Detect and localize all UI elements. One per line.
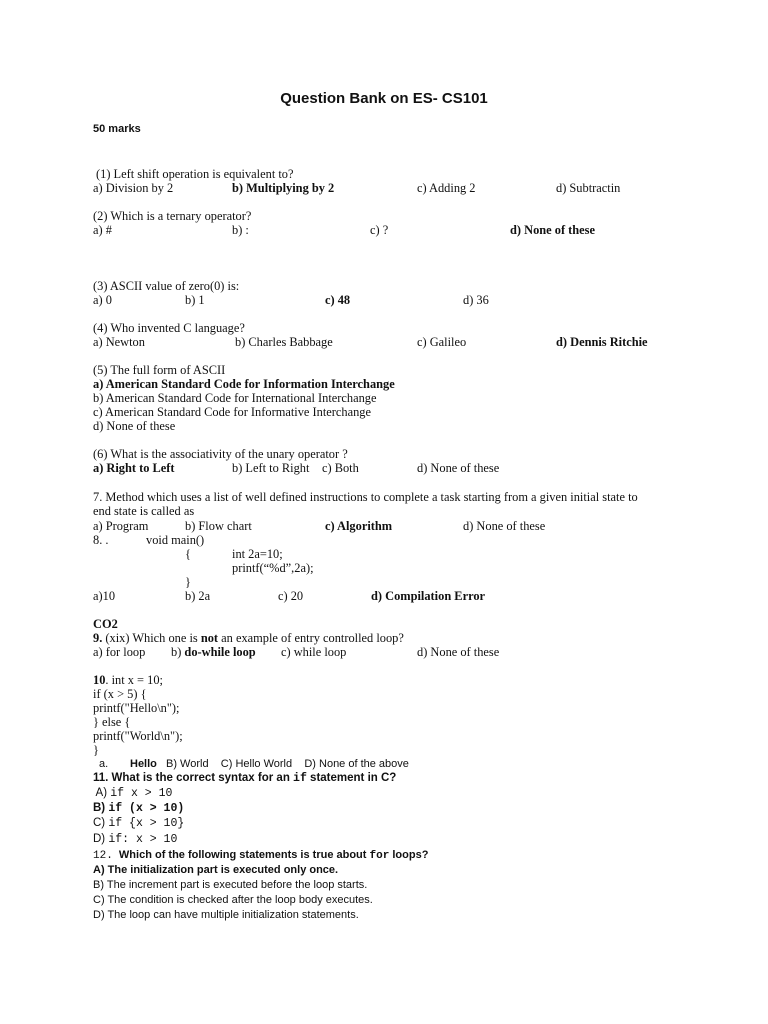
question-5-stem: (5) The full form of ASCII [93, 363, 226, 377]
question-7-option-a: a) Program [93, 519, 149, 533]
question-9-option-b-prefix: b) [171, 645, 182, 659]
question-9-stem-post: an example of entry controlled loop? [218, 631, 404, 645]
question-8-code-line-2: int 2a=10; [232, 547, 283, 561]
question-11-option-c-label: C) [93, 817, 109, 829]
question-11-stem-keyword: if [293, 772, 307, 785]
question-11-option-a-code: if x > 10 [110, 787, 173, 800]
question-2-option-b: b) : [232, 223, 249, 237]
question-10-code-line-2: if (x > 5) { [93, 687, 147, 701]
question-3-option-a: a) 0 [93, 293, 112, 307]
question-12-option-b: B) The increment part is executed before the loop starts. [93, 879, 368, 891]
question-5-option-d: d) None of these [93, 419, 176, 433]
question-10-code-line-6: } [93, 743, 99, 757]
question-9-stem [93, 631, 404, 645]
question-1-option-a: a) Division by 2 [93, 181, 174, 195]
question-4-option-a: a) Newton [93, 335, 145, 349]
question-10-code-line-5: printf("World\n"); [93, 729, 183, 743]
question-7-stem-line-1: 7. Method which uses a list of well defined instructions to complete a task starting from a given initial state to [93, 490, 638, 504]
question-6-option-c: c) Both [322, 461, 359, 475]
question-9-option-a: a) for loop [93, 645, 146, 659]
question-8-option-c: c) 20 [278, 589, 304, 603]
question-8-code-line-1: void main() [146, 533, 205, 547]
question-11-stem-post: statement in C? [306, 772, 397, 784]
question-10-code-line-3: printf("Hello\n"); [93, 701, 180, 715]
question-11-option-b [93, 802, 184, 815]
question-9-option-d: d) None of these [417, 645, 500, 659]
question-5-option-c: c) American Standard Code for Informative Interchange [93, 405, 371, 419]
question-10-options-rest: B) World C) Hello World D) None of the above [166, 758, 409, 770]
question-8-brace-open: { [185, 547, 191, 561]
question-7-option-d: d) None of these [463, 519, 546, 533]
question-10-option-a: Hello [130, 758, 157, 770]
question-3-option-b: b) 1 [185, 293, 205, 307]
question-6-option-a: a) Right to Left [93, 461, 175, 475]
question-12-stem-keyword: for [369, 850, 390, 862]
question-12-option-a: A) The initialization part is executed only once. [93, 864, 339, 876]
section-heading-co2: CO2 [93, 617, 118, 631]
question-2-stem: (2) Which is a ternary operator? [93, 209, 252, 223]
marks-label: 50 marks [93, 123, 141, 135]
question-11-option-b-label: B) [93, 802, 109, 814]
question-6-option-d: d) None of these [417, 461, 500, 475]
question-1-option-d: d) Subtractin [556, 181, 621, 195]
question-11-stem [93, 772, 396, 785]
question-9-option-b [171, 645, 256, 659]
question-3-stem: (3) ASCII value of zero(0) is: [93, 279, 240, 293]
question-11-option-c-code: if {x > 10} [108, 817, 185, 830]
question-10-code-line-4: } else { [93, 715, 131, 729]
question-1-option-b: b) Multiplying by 2 [232, 181, 335, 195]
question-10-code-line-1: . int x = 10; [105, 673, 163, 687]
question-10-number: 10 [93, 673, 106, 687]
question-3-option-c: c) 48 [325, 293, 351, 307]
question-9-option-b-text: do-while loop [181, 645, 256, 659]
question-11-stem-pre: 11. What is the correct syntax for an [93, 772, 294, 784]
question-1-option-c: c) Adding 2 [417, 181, 476, 195]
question-9-stem-not: not [200, 631, 219, 645]
question-11-option-d-label: D) [93, 833, 109, 845]
question-7-option-b: b) Flow chart [185, 519, 252, 533]
question-12-option-d: D) The loop can have multiple initialization statements. [93, 909, 359, 921]
question-8-option-d: d) Compilation Error [371, 589, 486, 603]
question-9-option-c: c) while loop [281, 645, 347, 659]
question-3-option-d: d) 36 [463, 293, 489, 307]
question-11-option-b-code: if (x > 10) [108, 802, 185, 815]
question-2-option-c: c) ? [370, 223, 389, 237]
question-4-option-b: b) Charles Babbage [235, 335, 333, 349]
question-5-option-a: a) American Standard Code for Information Interchange [93, 377, 395, 391]
question-12-stem [93, 849, 428, 862]
question-5-option-b: b) American Standard Code for International Interchange [93, 391, 377, 405]
question-8-number: 8. . [93, 533, 109, 547]
question-11-option-a [93, 787, 172, 800]
question-4-option-d: d) Dennis Ritchie [556, 335, 648, 349]
question-7-option-c: c) Algorithm [325, 519, 393, 533]
question-4-stem: (4) Who invented C language? [93, 321, 245, 335]
question-2-option-d: d) None of these [510, 223, 596, 237]
question-12-number: 12. [93, 850, 113, 862]
question-9-stem-pre: (xix) Which one is [102, 631, 201, 645]
question-11-option-d [93, 833, 177, 846]
question-1-stem: (1) Left shift operation is equivalent to? [96, 167, 294, 181]
question-9-number: 9. [93, 631, 103, 645]
question-12-stem-pre: Which of the following statements is true about [112, 849, 370, 861]
question-6-stem: (6) What is the associativity of the unary operator ? [93, 447, 348, 461]
question-7-stem-line-2: end state is called as [93, 504, 195, 518]
question-6-option-b: b) Left to Right [232, 461, 310, 475]
question-8-option-a: a)10 [93, 589, 116, 603]
question-11-option-a-label: A) [93, 787, 111, 799]
page-title: Question Bank on ES- CS101 [280, 90, 488, 107]
question-10-line-1 [93, 673, 163, 687]
question-10-option-a-marker: a. [99, 758, 109, 770]
question-8-code-line-3: printf(“%d”,2a); [232, 561, 314, 575]
question-8-option-b: b) 2a [185, 589, 211, 603]
question-11-option-d-code: if: x > 10 [108, 833, 178, 846]
question-12-option-c: C) The condition is checked after the loop body executes. [93, 894, 373, 906]
question-4-option-c: c) Galileo [417, 335, 467, 349]
question-12-stem-post: loops? [389, 849, 429, 861]
question-8-brace-close: } [185, 575, 191, 589]
question-11-option-c [93, 817, 184, 830]
question-2-option-a: a) # [93, 223, 112, 237]
